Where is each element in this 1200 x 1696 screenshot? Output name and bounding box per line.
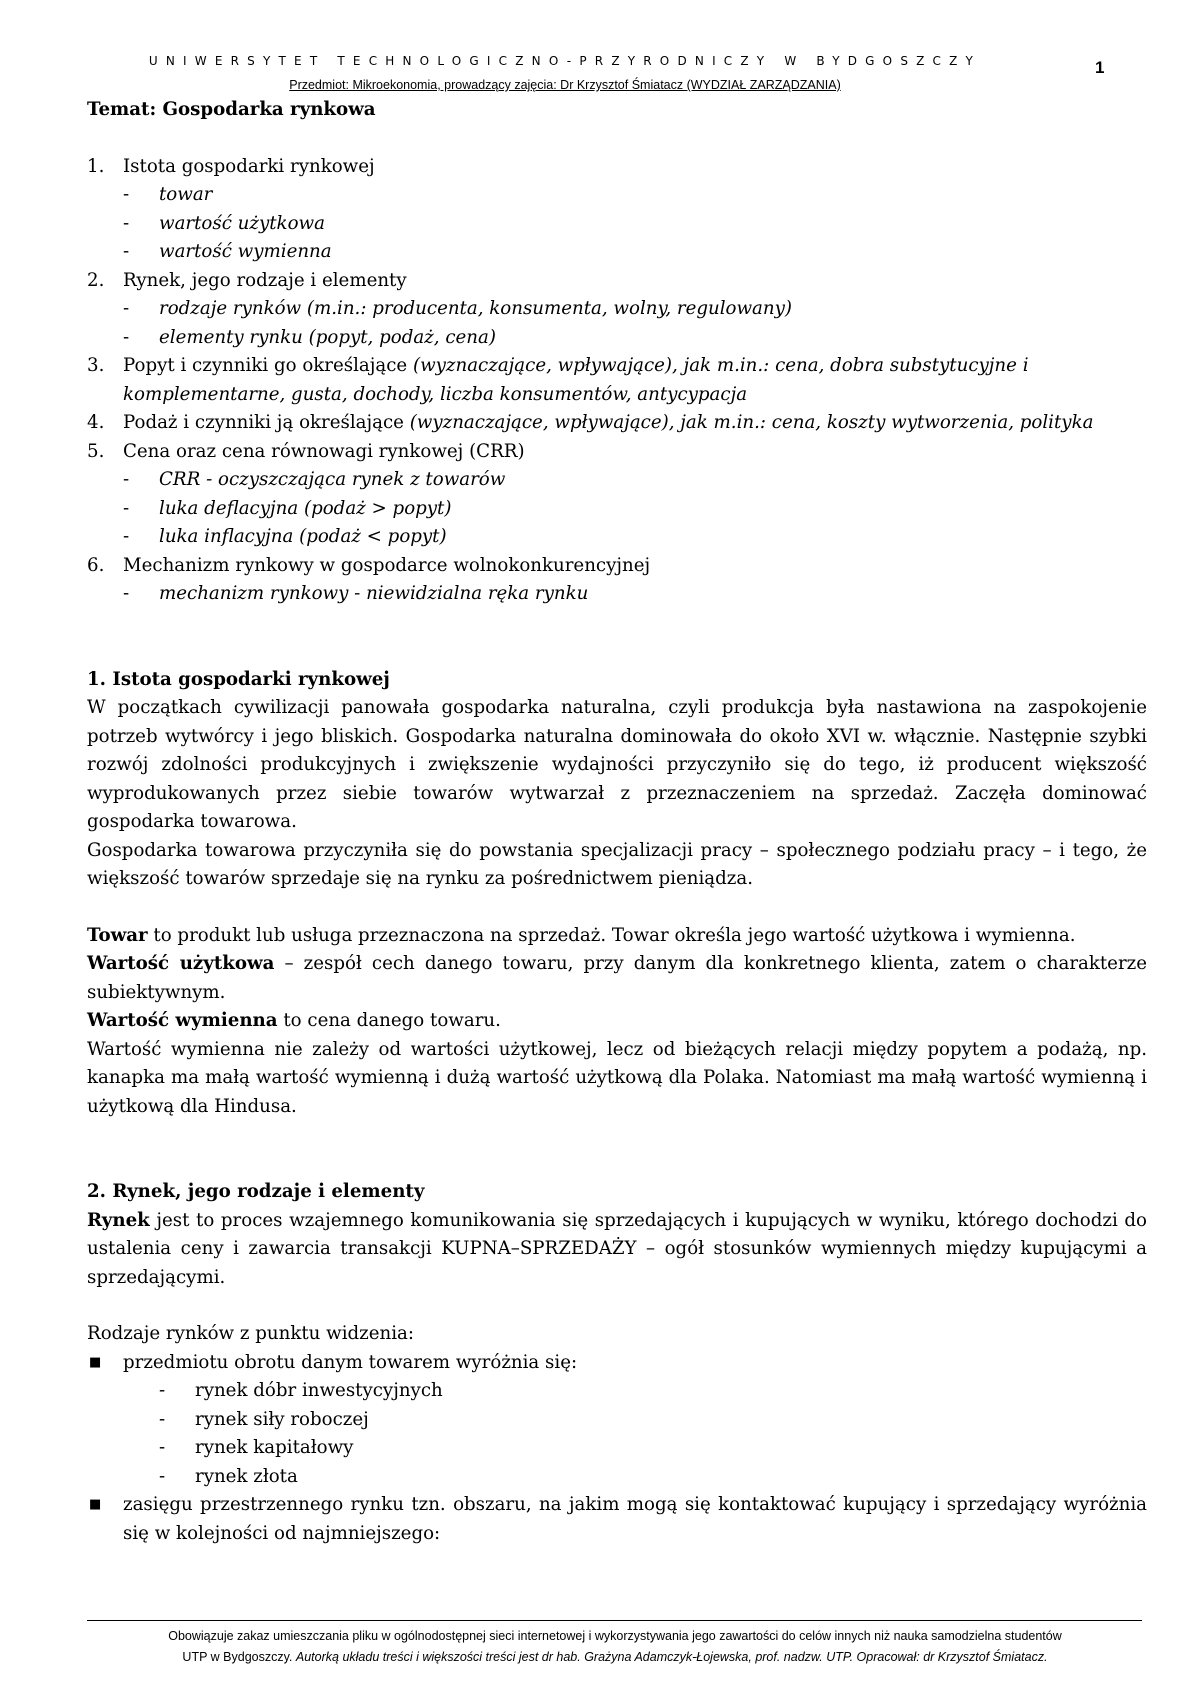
- toc-subitem: [87, 210, 1147, 239]
- toc-item-text: Mechanizm rynkowy w gospodarce wolnokonkurencyjnej: [123, 554, 651, 576]
- toc-subitem-text: CRR - oczyszczająca rynek z towarów: [159, 469, 506, 490]
- document-body: [87, 96, 1147, 1548]
- towar-term: Towar: [87, 924, 148, 946]
- wymienna-definition: [87, 1007, 1147, 1036]
- rynek-definition: [87, 1207, 1147, 1293]
- toc-item-italic-text: (wyznaczające, wpływające), jak m.in.: cena, koszty wytworzenia, polityka: [409, 412, 1094, 433]
- footer-line1: Obowiązuje zakaz umieszczania pliku w ogólnodostępnej sieci internetowej i wykorzystywania jego zawartości do celów innych niż nauka samodzielna studentów: [168, 1629, 1062, 1643]
- market-type-text: rynek złota: [195, 1465, 298, 1487]
- toc-subitem: [87, 324, 1147, 353]
- market-type-item: [87, 1463, 1147, 1492]
- towar-definition: [87, 922, 1147, 951]
- dash-bullet-icon: -: [123, 212, 130, 234]
- dash-bullet-icon: -: [159, 1380, 166, 1401]
- toc-subitem-text: mechanizm rynkowy - niewidzialna ręka rynku: [159, 583, 589, 604]
- section1-para3: Wartość wymienna nie zależy od wartości użytkowej, lecz od bieżących relacji między popytem a podażą, np. kanapka ma małą wartość wymienną i dużą wartość użytkową dla Polaka. Natomiast ma małą wartość wymienną i użytkową dla Hindusa.: [87, 1038, 1147, 1117]
- toc-item-number: 2.: [87, 269, 105, 291]
- dash-bullet-icon: -: [123, 526, 130, 547]
- dash-bullet-icon: -: [159, 1408, 166, 1430]
- toc-item-italic-text: (wyznaczające, wpływające), jak m.in.: cena, dobra substytucyjne i komplementarne, gusta, dochody, liczba konsumentów, antycypacja: [123, 355, 1029, 405]
- wymienna-def-text: to cena danego towaru.: [277, 1010, 501, 1031]
- market-type-item: [87, 1434, 1147, 1463]
- dash-bullet-icon: -: [123, 497, 130, 519]
- market-type-text: rynek dóbr inwestycyjnych: [195, 1380, 443, 1401]
- toc-item-text: Istota gospodarki rynkowej: [123, 155, 375, 177]
- university-header: UNIWERSYTET TECHNOLOGICZNO-PRZYRODNICZY W BYDGOSZCZY: [148, 54, 982, 68]
- toc-subitem: [87, 181, 1147, 210]
- rynek-term: Rynek: [87, 1209, 150, 1231]
- toc-item-number: 3.: [87, 355, 105, 376]
- square-bullet-icon: ■: [89, 1354, 102, 1370]
- bullet-item: [87, 1491, 1147, 1548]
- toc-item: [87, 409, 1147, 438]
- toc-subitem-text: wartość wymienna: [159, 241, 332, 262]
- toc-subitem-text: towar: [159, 184, 213, 205]
- toc-subitem-text: rodzaje rynków (m.in.: producenta, konsumenta, wolny, regulowany): [159, 298, 792, 319]
- toc-subitem-text: luka inflacyjna (podaż < popyt): [159, 526, 447, 547]
- towar-def-text: to produkt lub usługa przeznaczona na sprzedaż. Towar określa jego wartość użytkowa i wymienna.: [147, 924, 1076, 946]
- footer-line2: [80, 1647, 1150, 1668]
- toc-item: [87, 153, 1147, 182]
- rynek-def-text: jest to proces wzajemnego komunikowania się sprzedających i kupujących w wyniku, którego dochodzi do ustalenia ceny i zawarcia transakcji KUPNA–SPRZEDAŻY – ogół stosunków wymiennych między kupującymi a sprzedającymi.: [87, 1209, 1147, 1288]
- market-type-item: [87, 1377, 1147, 1406]
- dash-bullet-icon: -: [123, 298, 130, 319]
- toc-subitem-text: wartość użytkowa: [159, 212, 325, 234]
- dash-bullet-icon: -: [123, 469, 130, 490]
- dash-bullet-icon: -: [123, 241, 130, 262]
- toc-item-text: Cena oraz cena równowagi rynkowej (CRR): [123, 440, 525, 462]
- toc-item-text: Rynek, jego rodzaje i elementy: [123, 269, 407, 291]
- footer-line2-italic: Autorką układu treści i większości treści jest dr hab. Grażyna Adamczyk-Łojewska, prof. nadzw. UTP. Opracował: dr Krzysztof Śmiatacz.: [295, 1650, 1048, 1664]
- bullet1-sublist: [87, 1377, 1147, 1491]
- market-type-item: [87, 1406, 1147, 1435]
- toc-subitem: [87, 295, 1147, 324]
- subject-line: Przedmiot: Mikroekonomia, prowadzący zajęcia: Dr Krzysztof Śmiatacz (WYDZIAŁ ZARZĄDZANIA): [289, 78, 841, 92]
- types-intro: Rodzaje rynków z punktu widzenia:: [87, 1323, 415, 1344]
- bullet2-text: zasięgu przestrzennego rynku tzn. obszaru, na jakim mogą się kontaktować kupujący i sprzedający wyróżnia się w kolejności od najmniejszego:: [123, 1494, 1147, 1544]
- page-number: 1: [1095, 58, 1105, 77]
- toc-item-text: Podaż i czynniki ją określające: [123, 412, 410, 433]
- dash-bullet-icon: -: [123, 583, 130, 604]
- toc-subitem-text: luka deflacyjna (podaż > popyt): [159, 497, 452, 519]
- topic-title: Temat: Gospodarka rynkowa: [87, 99, 376, 120]
- dash-bullet-icon: -: [159, 1437, 166, 1458]
- market-type-text: rynek siły roboczej: [195, 1408, 369, 1430]
- uzytkowa-definition: [87, 950, 1147, 1007]
- toc-item-number: 4.: [87, 412, 105, 433]
- dash-bullet-icon: -: [123, 184, 130, 205]
- section1-para1: W początkach cywilizacji panowała gospodarka naturalna, czyli produkcja była nastawiona na zaspokojenie potrzeb wytwórcy i jego bliskich. Gospodarka naturalna dominowała do około XVI w. włącznie. Następnie szybki rozwój zdolności produkcyjnych i zwiększenie wydajności przyczyniło się do tego, iż producent większość wyprodukowanych przez siebie towarów wytwarzał z przeznaczeniem na sprzedaż. Zaczęła dominować gospodarka towarowa.: [87, 697, 1147, 832]
- toc-item: [87, 352, 1147, 409]
- uzytkowa-term: Wartość użytkowa: [87, 953, 275, 974]
- bullet-item: [87, 1349, 1147, 1378]
- footer-line2-normal: UTP w Bydgoszczy.: [182, 1650, 296, 1664]
- bullet1-text: przedmiotu obrotu danym towarem wyróżnia się:: [123, 1351, 578, 1373]
- toc-item: [87, 267, 1147, 296]
- dash-bullet-icon: -: [123, 326, 130, 348]
- toc-item-text: Popyt i czynniki go określające: [123, 355, 413, 376]
- toc-item: [87, 438, 1147, 467]
- toc-subitem: [87, 523, 1147, 552]
- toc-subitem: [87, 580, 1147, 609]
- toc-item: [87, 552, 1147, 581]
- toc-subitem: [87, 466, 1147, 495]
- toc-subitem: [87, 495, 1147, 524]
- section2-heading: 2. Rynek, jego rodzaje i elementy: [87, 1181, 425, 1202]
- footer-notice: [80, 1626, 1150, 1668]
- toc-subitem: [87, 238, 1147, 267]
- toc-item-number: 1.: [87, 155, 105, 177]
- table-of-contents: [87, 153, 1147, 609]
- footer-divider: [87, 1620, 1142, 1621]
- toc-item-number: 6.: [87, 554, 105, 576]
- toc-item-number: 5.: [87, 440, 105, 462]
- section1-heading: 1. Istota gospodarki rynkowej: [87, 668, 390, 690]
- section1-para2: Gospodarka towarowa przyczyniła się do powstania specjalizacji pracy – społecznego podziału pracy – i tego, że większość towarów sprzedaje się na rynku za pośrednictwem pieniądza.: [87, 839, 1147, 889]
- uzytkowa-def-text: – zespół cech danego towaru, przy danym dla konkretnego klienta, zatem o charakterze subiektywnym.: [87, 953, 1147, 1003]
- square-bullet-icon: ■: [89, 1497, 102, 1512]
- wymienna-term: Wartość wymienna: [87, 1010, 278, 1031]
- toc-subitem-text: elementy rynku (popyt, podaż, cena): [159, 326, 496, 348]
- market-type-text: rynek kapitałowy: [195, 1437, 354, 1458]
- dash-bullet-icon: -: [159, 1465, 166, 1487]
